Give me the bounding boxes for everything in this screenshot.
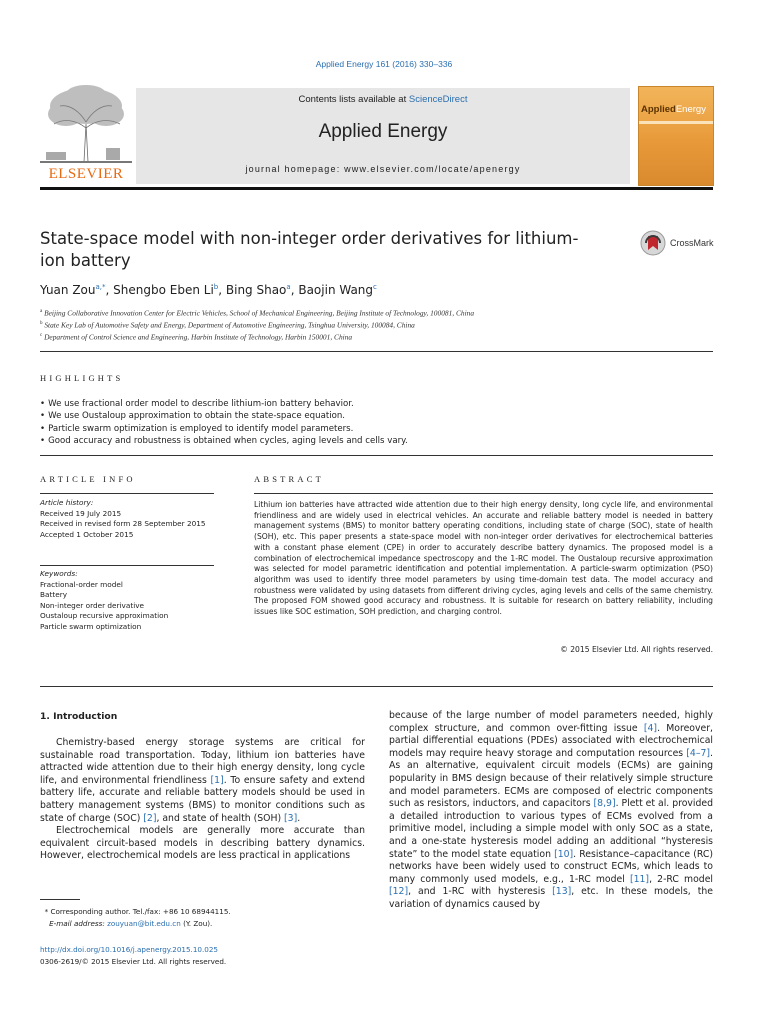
divider (40, 455, 713, 456)
issn-line: 0306-2619/© 2015 Elsevier Ltd. All rights reserved. (40, 956, 227, 966)
keyword-item: Oustaloup recursive approximation (40, 611, 169, 620)
keyword-item: Battery (40, 590, 68, 599)
crossmark-badge[interactable] (640, 230, 730, 260)
body-paragraph (389, 710, 713, 912)
highlight-item: • We use Oustaloup approximation to obtain the state-space equation. (40, 410, 720, 422)
author-sup[interactable]: c (373, 283, 377, 291)
keywords-heading: Keywords: (40, 569, 78, 578)
divider (40, 686, 713, 687)
cover-title-b: Energy (675, 104, 706, 115)
author-separator: , (290, 283, 299, 297)
affiliation-sup: b (40, 320, 43, 326)
history-heading: Article history: (40, 498, 94, 507)
citation-link[interactable]: [4–7] (686, 747, 711, 759)
footnote-rule (40, 899, 80, 900)
history-item: Received in revised form 28 September 2015 (40, 519, 206, 528)
body-paragraph (40, 737, 365, 825)
email-suffix: (Y. Zou). (183, 918, 213, 928)
cover-title-a: Applied (641, 104, 676, 115)
abstract-text: Lithium ion batteries have attracted wide attention due to their high energy density, long cycle life, and environmental friendliness and are widely used in electrical vehicles. An accurate and reliable battery model is needed in battery management systems (BMS) to monitor battery operating conditions, including state of charge (SOC), state of health (SOH), etc. This paper presents a state-space model with non-integer order derivatives for electrochemical batteries with a constant phase element (CPE) in order to accurately describe battery dynamics. The proposed model is a combination of electrochemical impedance spectroscopy and the 1-RC model. The Oustaloup recursive approximation was selected for model parametric identification and potential implementation. A particle-swarm optimization (PSO) algorithm was used to identify three model parameters by using time-domain test data. The model accuracy and robustness were validated by using datasets from different driving cycles, aging levels and cells of the same chemistry. The proposed FOM showed good accuracy and robustness. It is suitable for research on battery reliability, including issues like SOC estimation, SOH prediction, and charging control. (254, 500, 713, 617)
highlight-item: • We use fractional order model to describe lithium-ion battery behavior. (40, 398, 720, 410)
cover-strip (639, 121, 713, 124)
history-item: Received 19 July 2015 (40, 508, 122, 518)
keyword-item: Fractional-order model (40, 579, 123, 589)
citation-link[interactable]: [10] (554, 848, 574, 860)
body-column-right (389, 710, 713, 912)
section-heading: 1. Introduction (40, 711, 118, 722)
affiliations (40, 307, 720, 343)
body-text: . Moreover, partial differential equations (PDEs) associated with electrochemical models may require heavy storage and computation resources (389, 722, 713, 759)
crossmark-label: CrossMark (670, 238, 714, 248)
article-info-heading: ARTICLE INFO (40, 474, 136, 484)
affiliation-line (40, 307, 720, 319)
elsevier-wordmark: ELSEVIER (48, 166, 124, 182)
highlights-heading: HIGHLIGHTS (40, 373, 124, 383)
keywords (40, 569, 214, 632)
body-text: Electrochemical models are generally more accurate than equivalent circuit-based models in describing battery dynamics. However, electrochemical models are less practical in applications (40, 825, 365, 862)
crossmark-icon (640, 230, 666, 256)
body-text: . To ensure safety and extend battery life, accurate and reliable battery models should be used in battery management systems (BMS) to monitor conditions such as state of charge (SOC) (40, 774, 365, 824)
body-text: , etc. In these models, the variation of dynamics caused by (389, 886, 714, 910)
article-history (40, 498, 214, 540)
citation-link[interactable]: [2] (143, 812, 157, 824)
corresponding-author-note: * Corresponding author. Tel./fax: +86 10 68944115. (40, 907, 231, 916)
contents-line (136, 94, 630, 105)
body-text: because of the large number of model parameters needed, highly complex structure, and common over-fitting issue (389, 710, 713, 734)
affiliation-text: Department of Control Science and Engineering, Harbin Institute of Technology, Harbin 150001, China (44, 332, 353, 342)
citation-link[interactable]: [13] (552, 886, 572, 898)
citation-link[interactable]: [11] (629, 873, 650, 885)
divider (254, 493, 713, 494)
citation-link[interactable]: [4] (643, 722, 658, 734)
affiliation-line (40, 319, 720, 331)
journal-citation[interactable]: Applied Energy 161 (2016) 330–336 (315, 59, 453, 69)
divider (40, 351, 713, 352)
email-label: E-mail address: (49, 918, 105, 928)
divider (40, 493, 214, 494)
body-text: , and state of health (SOH) (156, 812, 285, 824)
contents-prefix: Contents lists available at (298, 94, 409, 105)
body-text: Chemistry-based energy storage systems are critical for sustainable road transportation. Today, lithium ion batteries have attracted wide attention due to their high energy density, long cycle life, and environmental friendliness (40, 737, 365, 786)
body-text: , 2-RC model (649, 873, 713, 885)
journal-homepage[interactable]: journal homepage: www.elsevier.com/locate/apenergy (245, 164, 521, 174)
citation-link[interactable]: [12] (389, 886, 409, 898)
author-separator: , (105, 283, 114, 297)
highlight-item: • Particle swarm optimization is employed to identify model parameters. (40, 423, 720, 435)
email-link[interactable]: zouyuan@bit.edu.cn (107, 918, 181, 928)
history-item: Accepted 1 October 2015 (40, 529, 134, 539)
abstract-heading: ABSTRACT (254, 474, 324, 484)
author-name: Shengbo Eben Li (113, 283, 214, 297)
journal-name: Applied Energy (318, 121, 448, 142)
body-text: . As an alternative, equivalent circuit models (ECMs) are gaining popularity in BMS design because of their relatively simple structure and model parameters. ECMs are composed of electric components such as resistors, inductors, and capacitors (389, 747, 713, 810)
affiliation-line (40, 331, 720, 343)
body-text: , and 1-RC with hysteresis (408, 886, 553, 898)
affiliation-text: State Key Lab of Automotive Safety and Energy, Department of Automotive Engineering, Tsinghua University, 100084, China (44, 320, 415, 330)
body-text: . Plett et al. provided a detailed introduction to various types of ECMs evolved from a primitive model, including a simple model with only SOC as a state, and a one-state hysteresis model adding an additional “hysteresis state” to the model state equation (389, 798, 714, 860)
sciencedirect-link[interactable]: ScienceDirect (408, 94, 468, 105)
corresponding-text: Corresponding author. Tel./fax: +86 10 68944115. (50, 907, 231, 916)
citation-link[interactable]: [8,9] (593, 798, 616, 810)
author-sup[interactable]: a,* (95, 283, 106, 291)
highlight-item: • Good accuracy and robustness is obtained when cycles, aging levels and cells vary. (40, 435, 720, 447)
author-sup[interactable]: a (286, 283, 291, 291)
author-list (40, 283, 377, 297)
highlights-list (40, 398, 720, 448)
doi-block (40, 944, 226, 967)
cover-title (641, 104, 706, 115)
divider (40, 565, 214, 566)
keyword-item: Particle swarm optimization (40, 621, 142, 631)
footnote (40, 906, 365, 929)
author-sup[interactable]: b (213, 283, 219, 291)
citation-link[interactable]: [3] (284, 812, 298, 824)
citation-link[interactable]: [1] (210, 774, 224, 786)
author-name: Yuan Zou (40, 283, 96, 297)
email-note (40, 918, 365, 930)
article-title: State-space model with non-integer order derivatives for lithium-ion battery (40, 229, 579, 270)
author-separator: , (218, 283, 226, 297)
header-rule (40, 187, 713, 190)
journal-banner (136, 88, 630, 184)
elsevier-logo (40, 84, 132, 184)
abstract-copyright: © 2015 Elsevier Ltd. All rights reserved. (560, 645, 713, 654)
affiliation-sup: a (40, 309, 43, 314)
body-column-left (40, 737, 365, 863)
author-name: Bing Shao (225, 283, 287, 297)
keyword-item: Non-integer order derivative (40, 600, 145, 610)
body-paragraph (40, 825, 365, 863)
affiliation-sup: c (40, 332, 43, 338)
body-text: . (297, 812, 301, 824)
doi-link[interactable]: http://dx.doi.org/10.1016/j.apenergy.2015.10.025 (40, 945, 218, 954)
author-name: Baojin Wang (298, 283, 374, 297)
elsevier-tree-icon (40, 84, 132, 164)
journal-cover[interactable] (638, 86, 714, 186)
body-text: . Resistance–capacitance (RC) networks have been widely used to construct ECMs, which leads to many commonly used models, e.g., 1-RC model (389, 848, 713, 885)
affiliation-text: Beijing Collaborative Innovation Center for Electric Vehicles, School of Mechanical Engineering, Beijing Institute of Technology, 100081, China (44, 308, 475, 318)
